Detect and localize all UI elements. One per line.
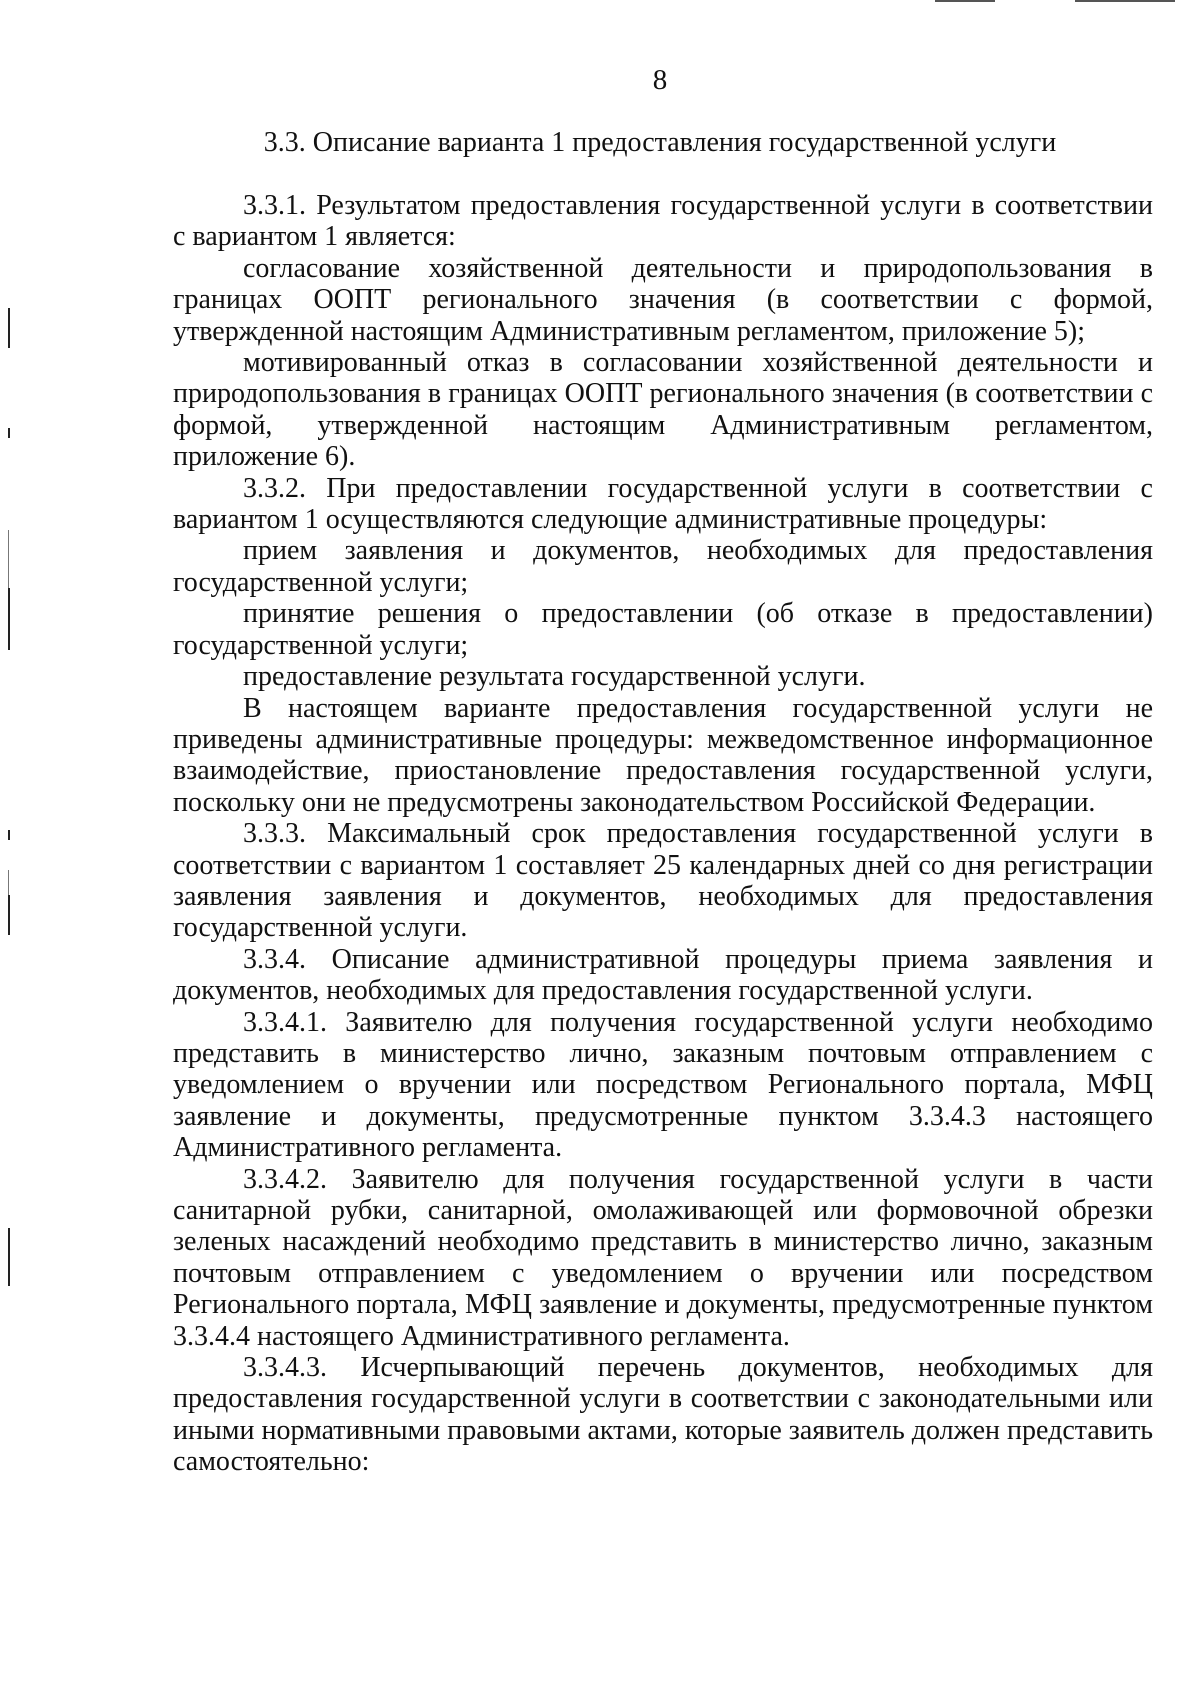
paragraph: согласование хозяйственной деятельности и природопользования в границах ООПТ регионального значения (в соответствии с формой, утвержденной настоящим Административным регламентом, приложение 5); <box>173 252 1153 347</box>
paragraph: 3.3.4.2. Заявителю для получения государственной услуги в части санитарной рубки, санитарной, омолаживающей или формовочной обрезки зеленых насаждений необходимо представить в министерство лично, заказным почтовым отправлением с уведомлением о вручении или посредством Регионального портала, МФЦ заявление и документы, предусмотренные пунктом 3.3.4.4 настоящего Административного регламента. <box>173 1163 1153 1352</box>
paragraph: 3.3.4.1. Заявителю для получения государственной услуги необходимо представить в министерство лично, заказным почтовым отправлением с уведомлением о вручении или посредством Регионального портала, МФЦ заявление и документы, предусмотренные пунктом 3.3.4.3 настоящего Административного регламента. <box>173 1006 1153 1164</box>
paragraph: мотивированный отказ в согласовании хозяйственной деятельности и природопользования в границах ООПТ регионального значения (в соответствии с формой, утвержденной настоящим Административным регламентом, приложение 6). <box>173 347 1153 473</box>
page-number: 8 <box>652 64 668 96</box>
scan-artifact <box>8 588 10 650</box>
paragraph: прием заявления и документов, необходимых для предоставления государственной услуги; <box>173 535 1153 598</box>
scan-artifact <box>935 0 995 2</box>
scan-artifact <box>8 895 10 935</box>
body-text <box>173 190 1153 1478</box>
paragraph: В настоящем варианте предоставления государственной услуги не приведены административные процедуры: межведомственное информационное взаимодействие, приостановление предоставления государственной услуги, поскольку они не предусмотрены законодательством Российской Федерации. <box>173 692 1153 818</box>
paragraph: 3.3.4. Описание административной процедуры приема заявления и документов, необходимых для предоставления государственной услуги. <box>173 943 1153 1007</box>
scan-artifact <box>8 830 10 840</box>
paragraph: 3.3.4.3. Исчерпывающий перечень документов, необходимых для предоставления государственной услуги в соответствии с законодательными или иными нормативными правовыми актами, которые заявитель должен представить самостоятельно: <box>173 1352 1153 1478</box>
paragraph: 3.3.1. Результатом предоставления государственной услуги в соответствии с вариантом 1 является: <box>173 190 1153 253</box>
scan-artifact <box>1075 0 1175 2</box>
paragraph: предоставление результата государственной услуги. <box>243 661 866 693</box>
section-title: 3.3. Описание варианта 1 предоставления государственной услуги <box>263 127 1057 158</box>
scan-artifact <box>8 428 10 438</box>
paragraph: принятие решения о предоставлении (об отказе в предоставлении) государственной услуги; <box>173 598 1153 661</box>
scan-artifact <box>8 1228 10 1286</box>
paragraph: 3.3.2. При предоставлении государственной услуги в соответствии с вариантом 1 осуществляются следующие административные процедуры: <box>173 472 1153 536</box>
scan-artifact <box>8 308 10 348</box>
paragraph: 3.3.3. Максимальный срок предоставления государственной услуги в соответствии с вариантом 1 составляет 25 календарных дней со дня регистрации заявления заявления и документов, необходимых для предоставления государственной услуги. <box>173 818 1153 944</box>
